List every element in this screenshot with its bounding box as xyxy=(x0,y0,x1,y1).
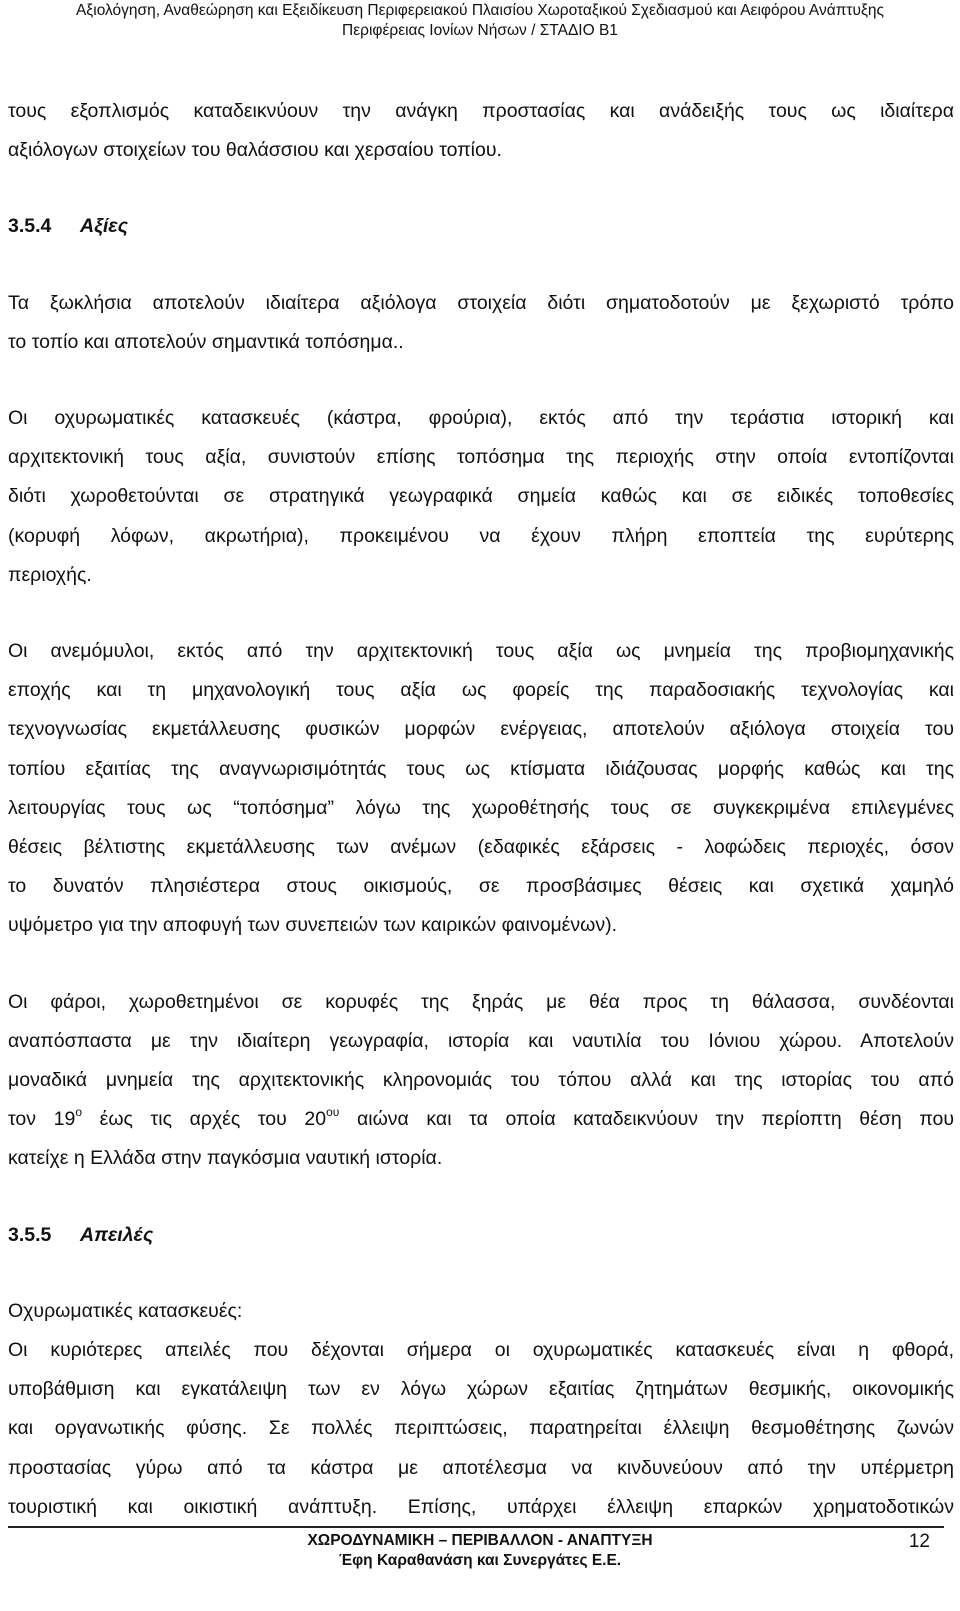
text-line xyxy=(8,1100,954,1139)
text-line: περιοχής. xyxy=(8,563,92,586)
text-line: αρχιτεκτονική τους αξία, συνιστούν επίσης τοπόσημα της περιοχής στην οποία εντοπίζονται xyxy=(8,446,954,469)
text-line: το τοπίο και αποτελούν σημαντικά τοπόσημα.. xyxy=(8,330,404,353)
section-heading-3-5-5 xyxy=(8,1216,954,1255)
text-line: αναπόσπαστα με την ιδιαίτερη γεωγραφία, ιστορία και ναυτιλία του Ιόνιου χώρου. Αποτελούν xyxy=(8,1029,954,1052)
text-line: το δυνατόν πλησιέστερα στους οικισμούς, σε προσβάσιμες θέσεις και σχετικά χαμηλό xyxy=(8,875,954,898)
text-line: (κορυφή λόφων, ακρωτήρια), προκειμένου να έχουν πλήρη εποπτεία της ευρύτερης xyxy=(8,524,954,547)
text-line: Οι οχυρωματικές κατασκευές (κάστρα, φρούρια), εκτός από την τεράστια ιστορική και xyxy=(8,407,954,430)
text-line: Οι ανεμόμυλοι, εκτός από την αρχιτεκτονική τους αξία ως μνημεία της προβιομηχανικής xyxy=(8,640,954,663)
text-line: Οι κυριότερες απειλές που δέχονται σήμερα οι οχυρωματικές κατασκευές είναι η φθορά, xyxy=(8,1339,954,1362)
section-number: 3.5.4 xyxy=(8,215,52,238)
header-title-line-2: Περιφέρειας Ιονίων Νήσων / ΣΤΑΔΙΟ Β1 xyxy=(342,22,618,39)
text-line: μοναδικά μνημεία της αρχιτεκτονικής κληρονομιάς του τόπου αλλά και της ιστορίας του από xyxy=(8,1069,954,1092)
text-line: διότι χωροθετούνται σε στρατηγικά γεωγραφικά σημεία καθώς και σε ειδικές τοποθεσίες xyxy=(8,485,954,508)
page-number: 12 xyxy=(908,1531,930,1552)
text-line: τοπίου εξαιτίας της αναγνωρισιμότητάς τους ως κτίσματα ιδιάζουσας μορφής καθώς και της xyxy=(8,757,954,780)
text-line: τουριστική και οικιστική ανάπτυξη. Επίσης, υπάρχει έλλειψη επαρκών χρηματοδοτικών xyxy=(8,1495,954,1518)
text-fragment: έως τις αρχές του 20 xyxy=(82,1108,327,1131)
intro-paragraph xyxy=(8,92,954,170)
document-body xyxy=(8,92,954,1527)
text-line: λειτουργίας τους ως “τοπόσημα” λόγω της χωροθέτησής τους σε συγκεκριμένα επιλεγμένες xyxy=(8,796,954,819)
section-title: Απειλές xyxy=(80,1223,154,1246)
text-line: προστασίας γύρω από τα κάστρα με αποτέλεσμα να κινδυνεύουν από την υπέρμετρη xyxy=(8,1456,954,1479)
text-line: εποχής και τη μηχανολογική τους αξία ως φορείς της παραδοσιακής τεχνολογίας και xyxy=(8,679,954,702)
text-fragment: αιώνα και τα οποία καταδεικνύουν την περίοπτη θέση που xyxy=(339,1108,954,1131)
paragraph-lighthouses xyxy=(8,983,954,1179)
ordinal-superscript: ου xyxy=(326,1104,340,1119)
header-title-line-1: Αξιολόγηση, Αναθεώρηση και Εξειδίκευση Περιφερειακού Πλαισίου Χωροταξικού Σχεδιασμού και Αειφόρου Ανάπτυξης xyxy=(75,2,885,19)
ordinal-superscript: ο xyxy=(75,1104,83,1119)
text-line: Τα ξωκλήσια αποτελούν ιδιαίτερα αξιόλογα στοιχεία διότι σηματοδοτούν με ξεχωριστό τρόπο xyxy=(8,291,954,314)
section-number: 3.5.5 xyxy=(8,1223,52,1246)
paragraph-windmills xyxy=(8,632,954,946)
footer-authors: Έφη Καραθανάση και Συνεργάτες Ε.Ε. xyxy=(338,1552,622,1569)
subheading-fortifications: Οχυρωματικές κατασκευές: xyxy=(8,1299,243,1322)
section-title: Αξίες xyxy=(80,215,128,238)
text-line: αξιόλογων στοιχείων του θαλάσσιου και χερσαίου τοπίου. xyxy=(8,139,502,162)
text-line: τεχνογνωσίας εκμετάλλευσης φυσικών μορφών ενέργειας, αποτελούν αξιόλογα στοιχεία του xyxy=(8,718,954,741)
text-line: και οργανωτικής φύσης. Σε πολλές περιπτώσεις, παρατηρείται έλλειψη θεσμοθέτησης ζωνών xyxy=(8,1417,954,1440)
footer-divider xyxy=(8,1526,944,1528)
footer-company: ΧΩΡΟΔΥΝΑΜΙΚΗ – ΠΕΡΙΒΑΛΛΟΝ - ΑΝΑΠΤΥΞΗ xyxy=(307,1532,653,1549)
text-line: κατείχε η Ελλάδα στην παγκόσμια ναυτική ιστορία. xyxy=(8,1147,443,1170)
paragraph-chapels xyxy=(8,284,954,362)
text-line: υποβάθμιση και εγκατάλειψη των εν λόγω χώρων εξαιτίας ζητημάτων θεσμικής, οικονομικής xyxy=(8,1378,954,1401)
paragraph-fortifications xyxy=(8,399,954,595)
section-heading-3-5-4 xyxy=(8,207,954,246)
text-line: υψόμετρο για την αποφυγή των συνεπειών των καιρικών φαινομένων). xyxy=(8,914,618,937)
text-line: θέσεις βέλτιστης εκμετάλλευσης των ανέμων (εδαφικές εξάρσεις - λοφώδεις περιοχές, όσον xyxy=(8,836,954,859)
paragraph-threats xyxy=(8,1331,954,1527)
text-fragment: τον 19 xyxy=(8,1108,76,1131)
text-line: Οι φάροι, χωροθετημένοι σε κορυφές της ξηράς με θέα προς τη θάλασσα, συνδέονται xyxy=(8,990,954,1013)
text-line: τους εξοπλισμός καταδεικνύουν την ανάγκη προστασίας και ανάδειξής τους ως ιδιαίτερα xyxy=(8,100,954,122)
